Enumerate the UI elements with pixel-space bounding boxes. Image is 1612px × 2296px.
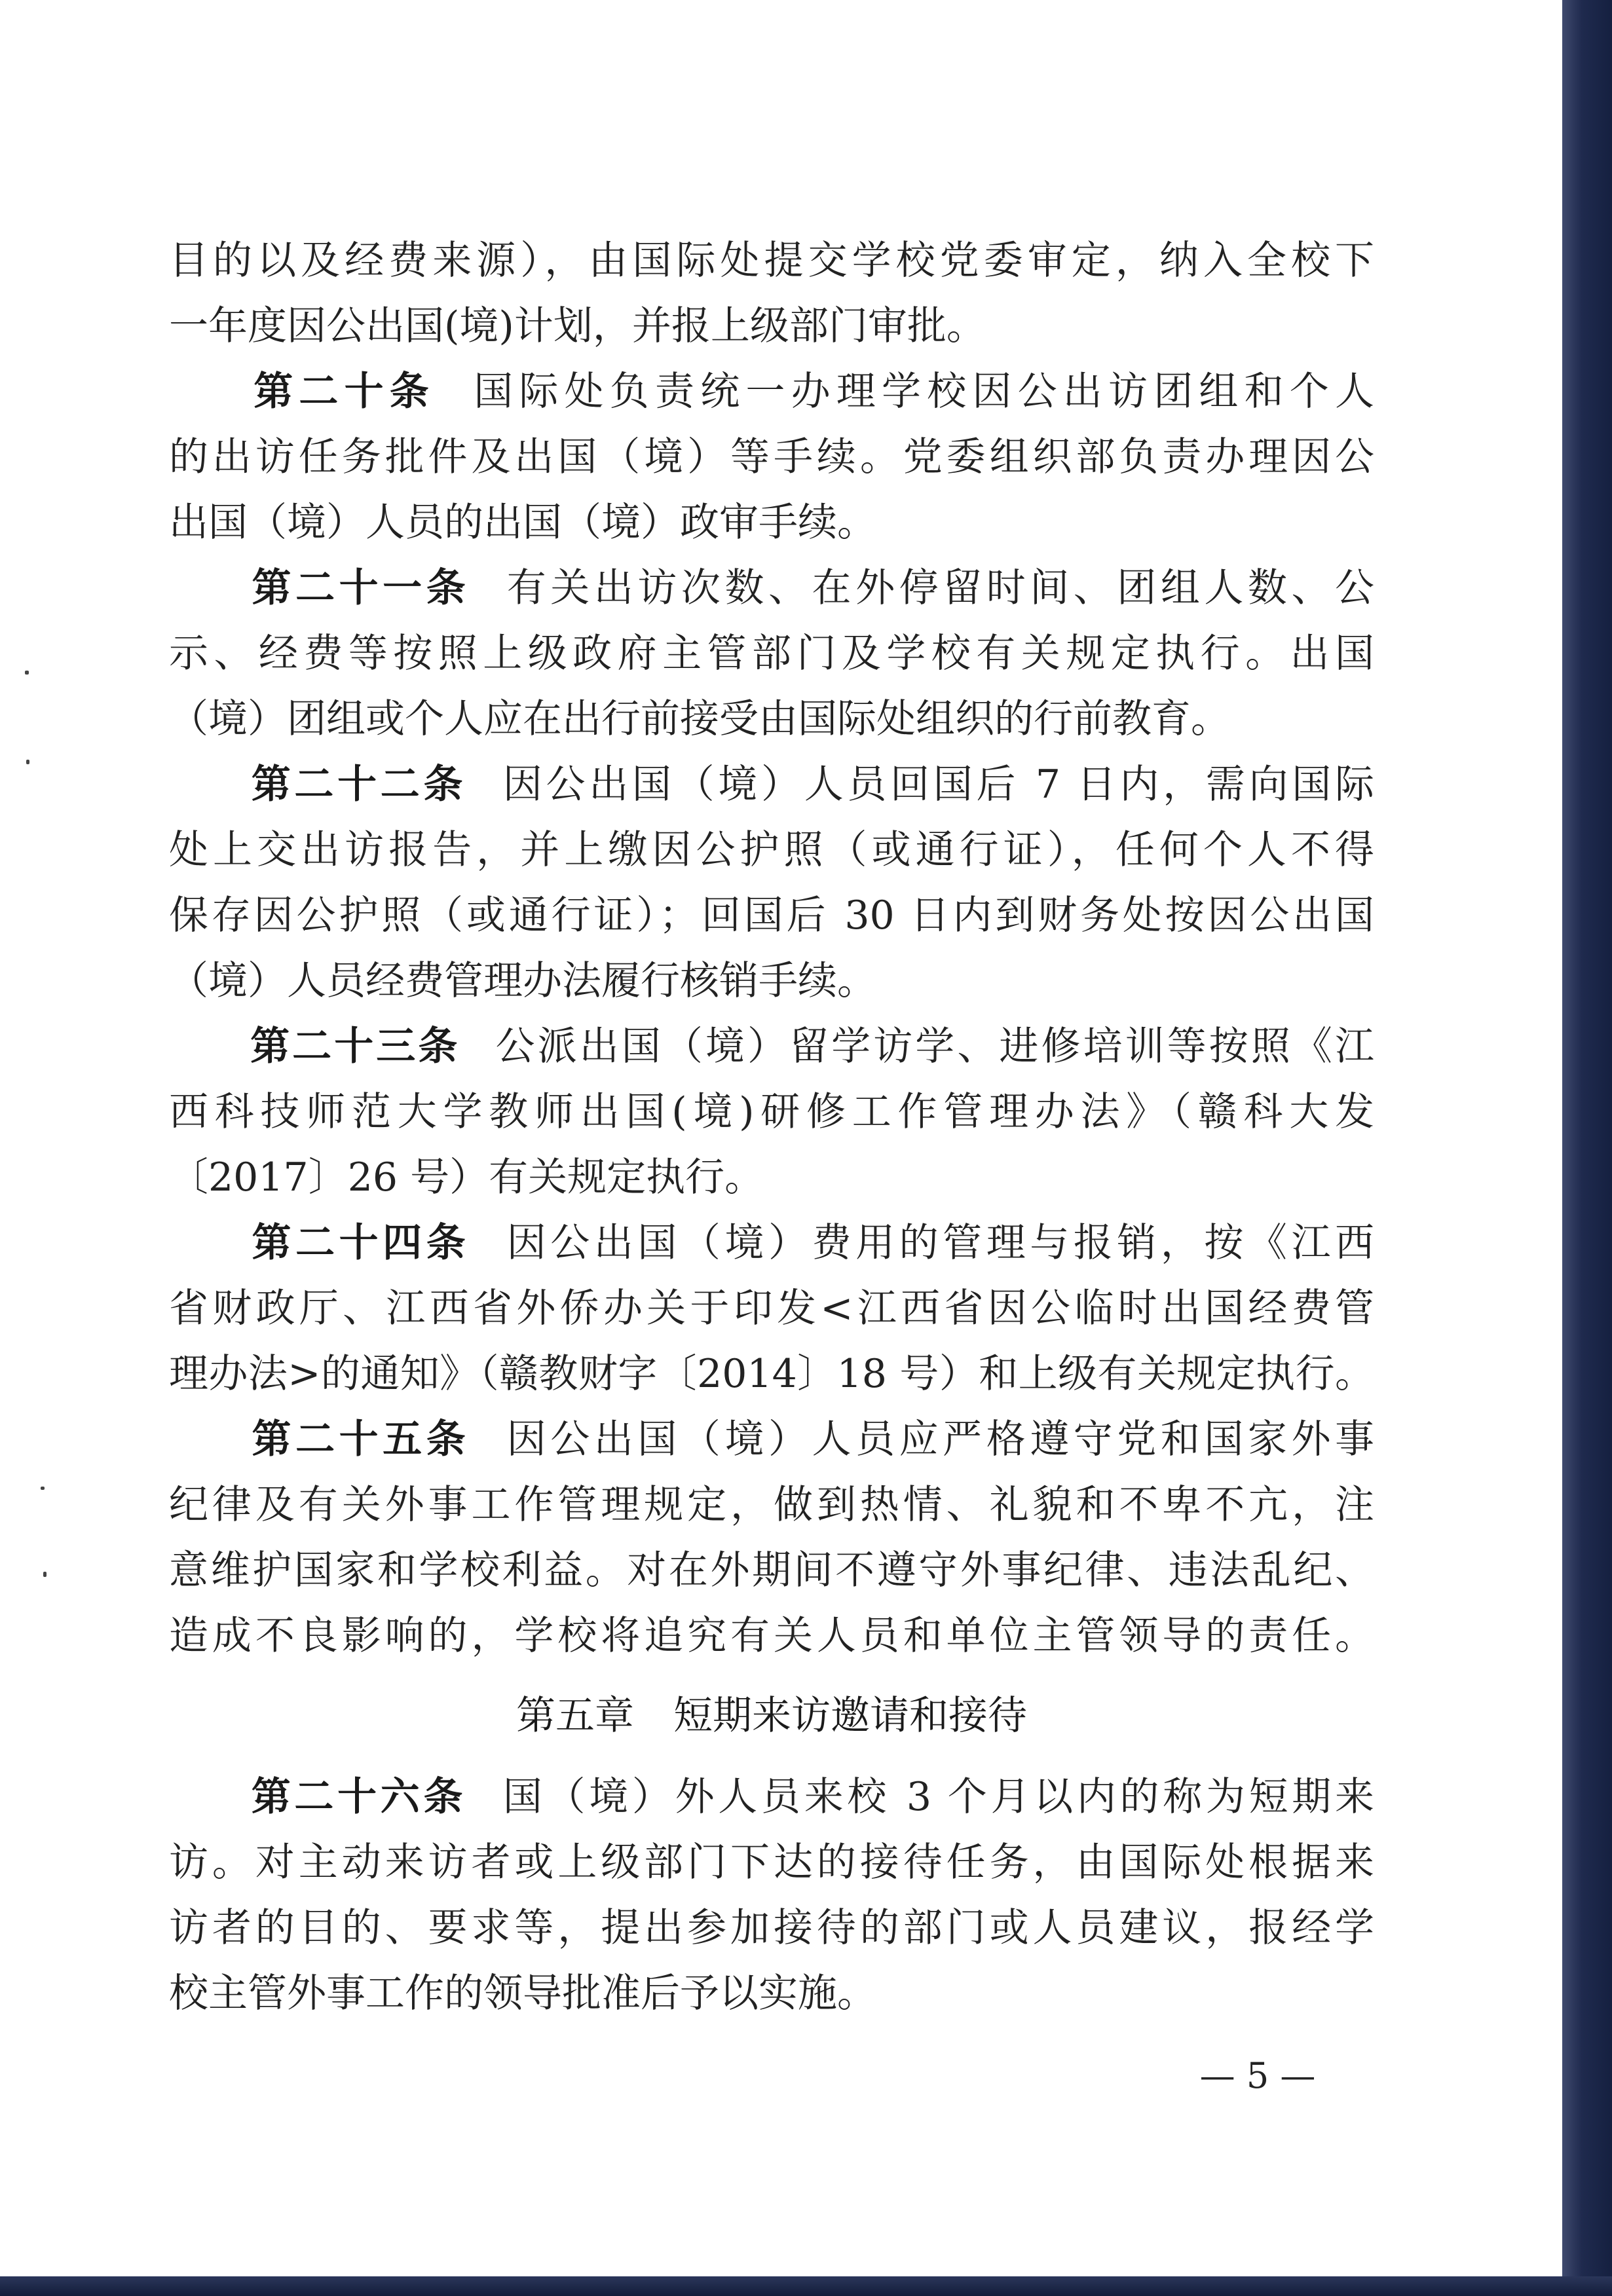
article-text: 因公出国（境）人员应严格遵守党和国家外事	[502, 1416, 1375, 1462]
article-first-line	[169, 1210, 1374, 1276]
article-number: 第二十六条	[248, 1774, 467, 1820]
text-line: 一年度因公出国(境)计划，并报上级部门审批。	[169, 303, 986, 349]
text-line: 西科技师范大学教师出国(境)研修工作管理办法》（赣科大发	[169, 1089, 1374, 1135]
article-number: 第二十一条	[248, 565, 470, 611]
chapter-heading: 第五章 短期来访邀请和接待	[516, 1693, 1027, 1739]
text-line: 〔2017〕26 号）有关规定执行。	[169, 1155, 764, 1200]
text-line: 保存因公护照（或通行证）；回国后 30 日内到财务处按因公出国	[169, 893, 1374, 938]
article-text: 因公出国（境）费用的管理与报销，按《江西	[502, 1220, 1375, 1266]
article-text: 国（境）外人员来校 3 个月以内的称为短期来	[499, 1774, 1374, 1820]
article-number: 第二十条	[248, 369, 435, 415]
article-first-line	[169, 1764, 1374, 1830]
scan-speck	[25, 671, 29, 675]
scan-speck	[41, 1487, 45, 1490]
article-first-line	[169, 1407, 1374, 1472]
text-line: 省财政厅、江西省外侨办关于印发<江西省因公临时出国经费管	[169, 1286, 1374, 1331]
article-number: 第二十三条	[248, 1024, 460, 1069]
page-number: — 5 —	[1199, 2055, 1316, 2096]
text-line: （境）团组或个人应在出行前接受由国际处组织的行前教育。	[169, 696, 1230, 742]
article-first-line	[169, 359, 1374, 424]
text-line: 纪律及有关外事工作管理规定，做到热情、礼貌和不卑不亢，注	[169, 1482, 1374, 1528]
article-number: 第二十五条	[248, 1416, 470, 1462]
text-line: 理办法>的通知》（赣教财字〔2014〕18 号）和上级有关规定执行。	[169, 1351, 1374, 1397]
article-number: 第二十二条	[248, 762, 467, 807]
text-line: 校主管外事工作的领导批准后予以实施。	[169, 1971, 876, 2016]
text-line: 的出访任务批件及出国（境）等手续。党委组织部负责办理因公	[169, 434, 1374, 480]
text-line: 目的以及经费来源），由国际处提交学校党委审定，纳入全校下	[169, 238, 1374, 284]
article-first-line	[169, 1014, 1374, 1079]
text-line: 意维护国家和学校利益。对在外期间不遵守外事纪律、违法乱纪、	[169, 1547, 1374, 1593]
article-first-line	[169, 555, 1374, 621]
scan-edge-right	[1562, 0, 1612, 2296]
text-line: （境）人员经费管理办法履行核销手续。	[169, 958, 876, 1004]
text-line: 造成不良影响的，学校将追究有关人员和单位主管领导的责任。	[169, 1613, 1374, 1659]
text-line: 访者的目的、要求等，提出参加接待的部门或人员建议，报经学	[169, 1905, 1374, 1951]
article-text: 国际处负责统一办理学校因公出访团组和个人	[468, 369, 1374, 415]
scan-speck	[43, 1572, 47, 1577]
text-line: 示、经费等按照上级政府主管部门及学校有关规定执行。出国	[169, 631, 1374, 676]
article-text: 有关出访次数、在外停留时间、团组人数、公	[502, 565, 1375, 611]
article-text: 公派出国（境）留学访学、进修培训等按照《江	[493, 1024, 1375, 1069]
scan-speck	[26, 760, 29, 764]
text-line: 出国（境）人员的出国（境）政审手续。	[169, 500, 876, 546]
article-first-line	[169, 752, 1374, 817]
article-number: 第二十四条	[248, 1220, 470, 1266]
article-text: 因公出国（境）人员回国后 7 日内，需向国际	[499, 762, 1374, 807]
text-line: 处上交出访报告，并上缴因公护照（或通行证），任何个人不得	[169, 827, 1374, 873]
text-line: 访。对主动来访者或上级部门下达的接待任务，由国际处根据来	[169, 1840, 1374, 1885]
scan-edge-bottom	[0, 2276, 1612, 2296]
